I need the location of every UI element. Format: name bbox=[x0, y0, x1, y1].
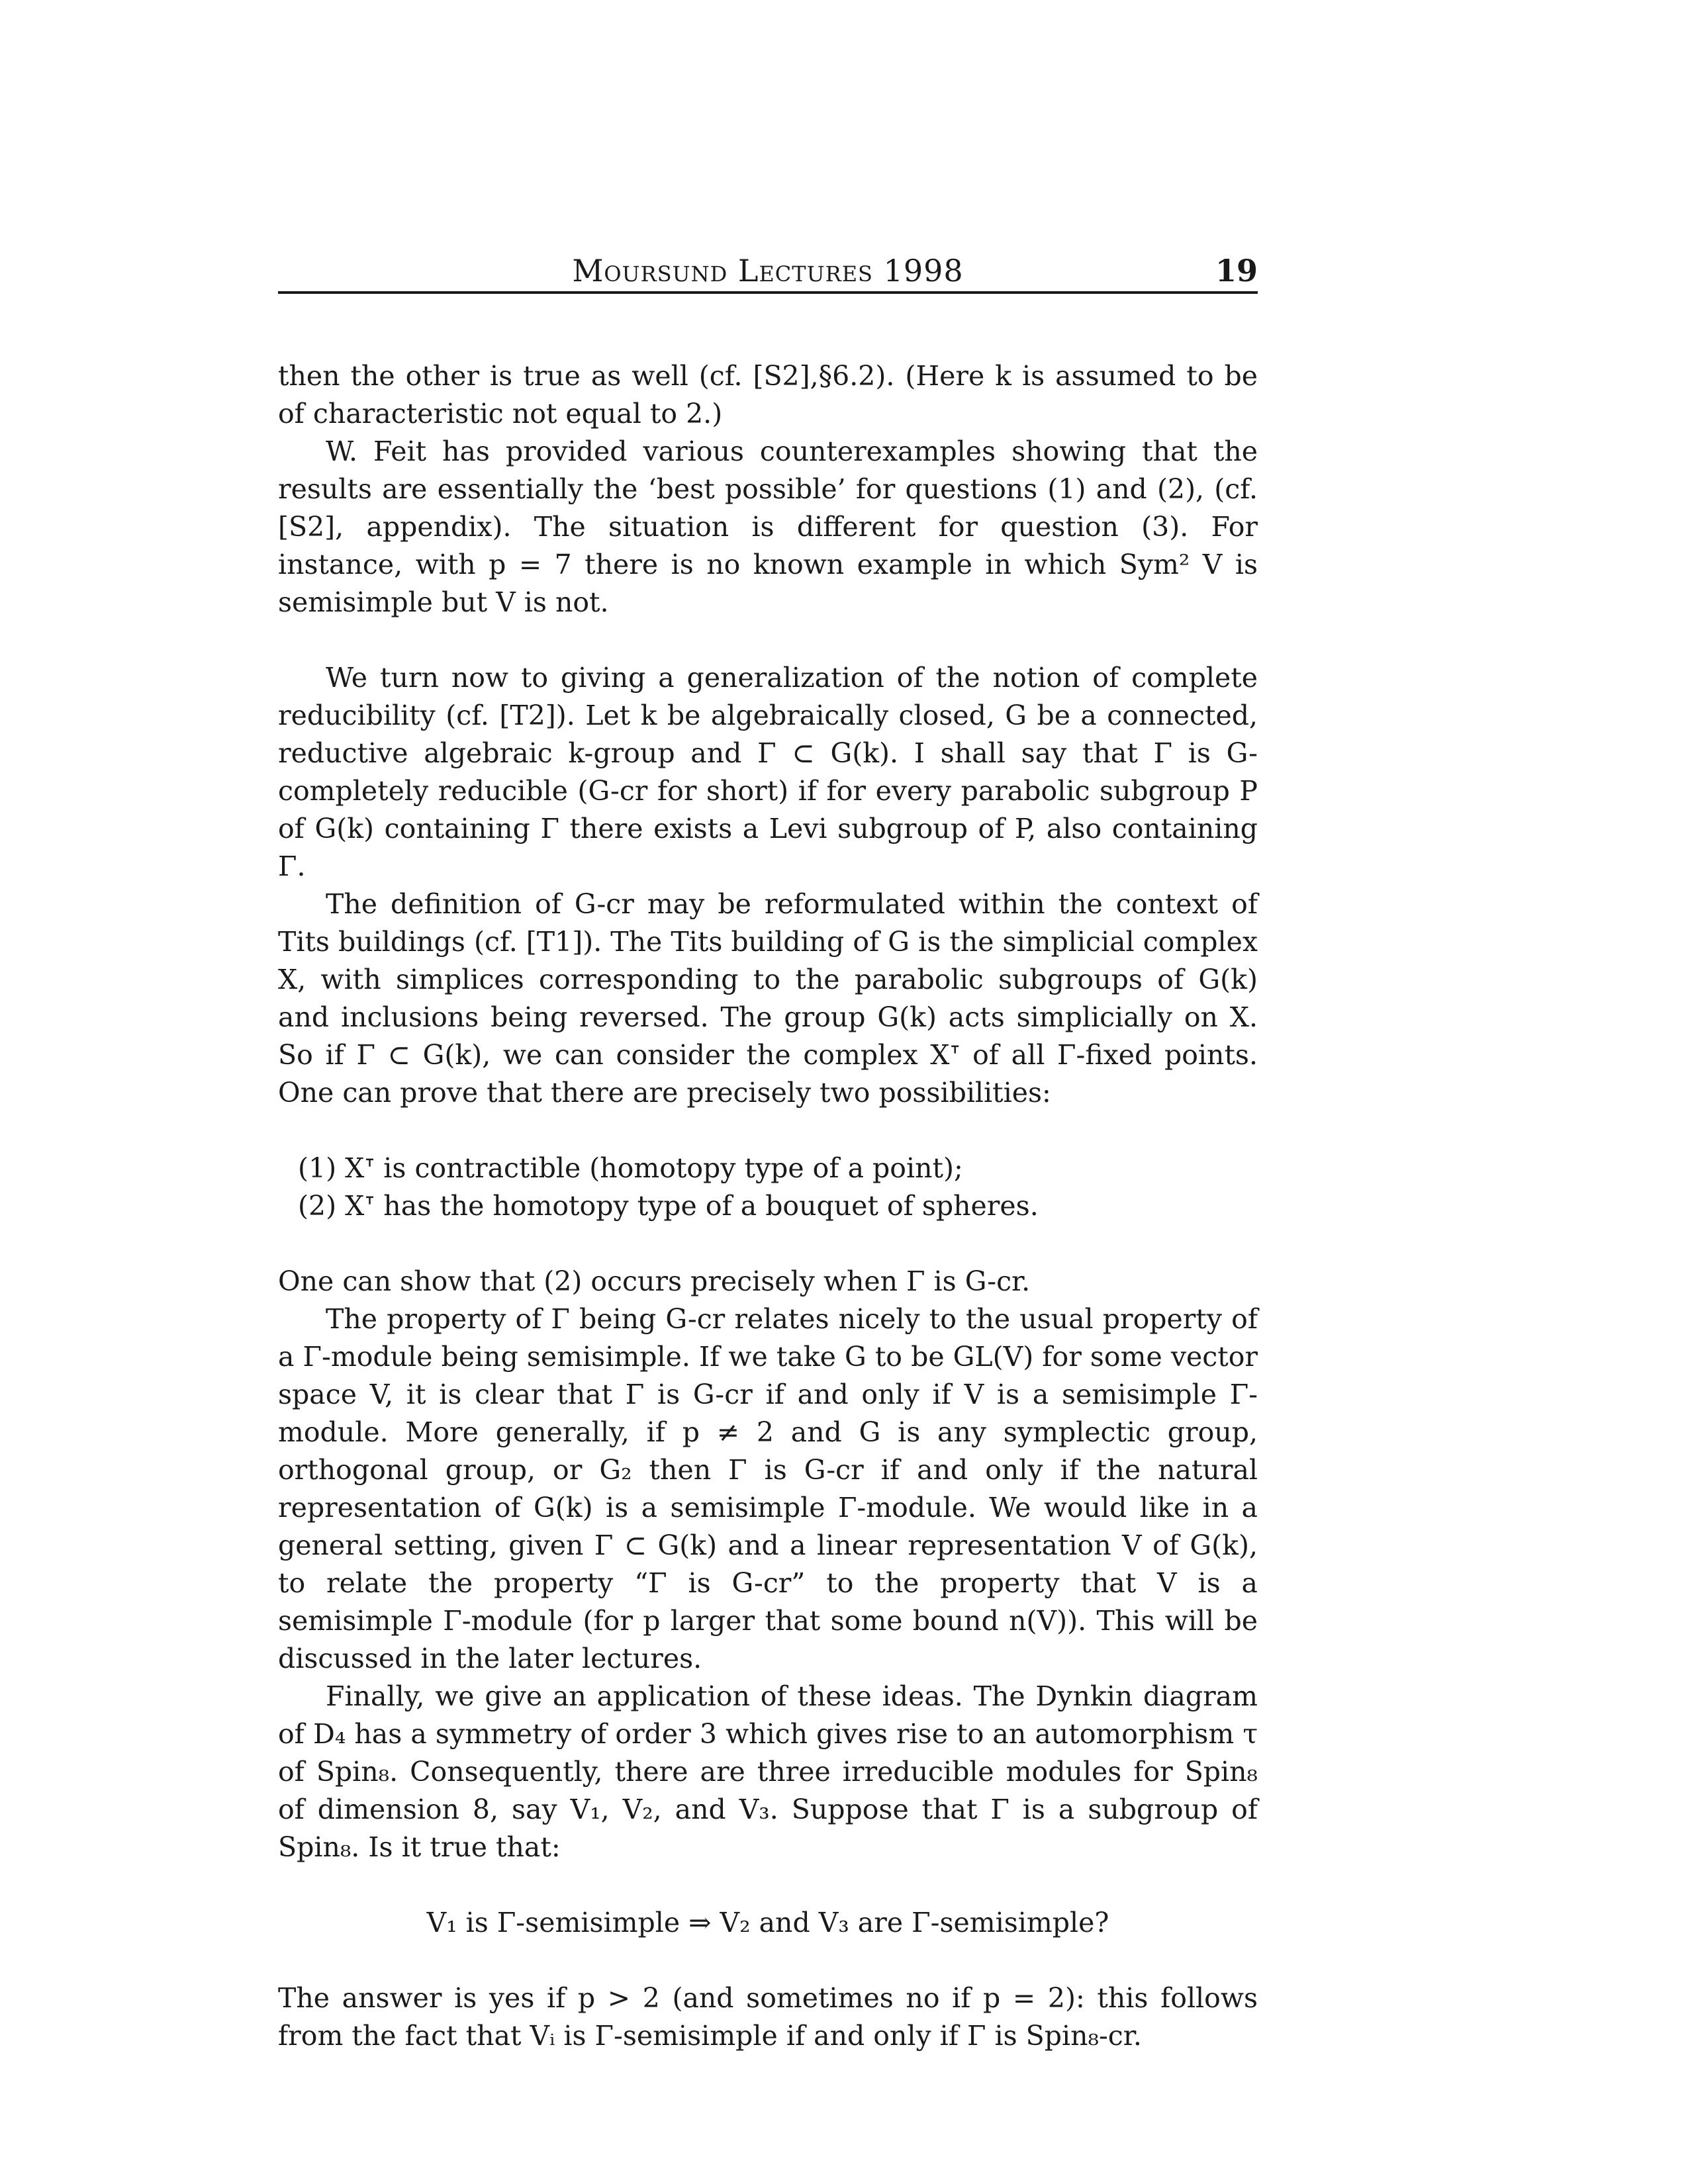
paragraph-occurs: One can show that (2) occurs precisely when Γ is G-cr. bbox=[278, 1265, 1031, 1297]
paragraph-feit: W. Feit has provided various counterexamples showing that the results are essentially the ‘best possible’ for questions (1) and (2), (cf. [S2], appendix). The situation is different for question (3). For instance, with p = 7 there is no known example in which Sym² V is semisimple but V is not. bbox=[278, 435, 1258, 618]
running-title: Moursund Lectures 1998 bbox=[572, 253, 964, 289]
possibilities-list bbox=[298, 1150, 1258, 1225]
paragraph-continuation: then the other is true as well (cf. [S2],§6.2). (Here k is assumed to be of characteristic not equal to 2.) bbox=[278, 360, 1258, 430]
paragraph-semisimple: The property of Γ being G-cr relates nicely to the usual property of a Γ-module being semisimple. If we take G to be GL(V) for some vector space V, it is clear that Γ is G-cr if and only if V is a semisimple Γ-module. More generally, if p ≠ 2 and G is any symplectic group, orthogonal group, or G₂ then Γ is G-cr if and only if the natural representation of G(k) is a semisimple Γ-module. We would like in a general setting, given Γ ⊂ G(k) and a linear representation V of G(k), to relate the property “Γ is G-cr” to the property that V is a semisimple Γ-module (for p larger that some bound n(V)). This will be discussed in the later lectures. bbox=[278, 1303, 1258, 1674]
paragraph-answer: The answer is yes if p > 2 (and sometimes no if p = 2): this follows from the fact that Vᵢ is Γ-semisimple if and only if Γ is Spin₈-cr. bbox=[278, 1982, 1258, 2052]
paragraph-complete-reducibility: We turn now to giving a generalization of the notion of complete reducibility (cf. [T2]). Let k be algebraically closed, G be a connected, reductive algebraic k-group and Γ ⊂ G(k). I shall say that Γ is G-completely reducible (G-cr for short) if for every parabolic subgroup P of G(k) containing Γ there exists a Levi subgroup of P, also containing Γ. bbox=[278, 662, 1258, 882]
body-text bbox=[278, 357, 1258, 2055]
paragraph-dynkin: Finally, we give an application of these ideas. The Dynkin diagram of D₄ has a symmetry of order 3 which gives rise to an automorphism τ of Spin₈. Consequently, there are three irreducible modules for Spin₈ of dimension 8, say V₁, V₂, and V₃. Suppose that Γ is a subgroup of Spin₈. Is it true that: bbox=[278, 1680, 1258, 1863]
list-item: (2) Xᐪ has the homotopy type of a bouquet of spheres. bbox=[298, 1190, 1039, 1222]
running-header bbox=[278, 253, 1258, 294]
display-equation: V₁ is Γ-semisimple ⇒ V₂ and V₃ are Γ-semisimple? bbox=[426, 1907, 1109, 1938]
list-item: (1) Xᐪ is contractible (homotopy type of a point); bbox=[298, 1152, 963, 1184]
page-number: 19 bbox=[1215, 253, 1258, 289]
paragraph-tits-buildings: The definition of G-cr may be reformulated within the context of Tits buildings (cf. [T1]). The Tits building of G is the simplicial complex X, with simplices corresponding to the parabolic subgroups of G(k) and inclusions being reversed. The group G(k) acts simplicially on X. So if Γ ⊂ G(k), we can consider the complex Xᐪ of all Γ-fixed points. One can prove that there are precisely two possibilities: bbox=[278, 888, 1258, 1109]
